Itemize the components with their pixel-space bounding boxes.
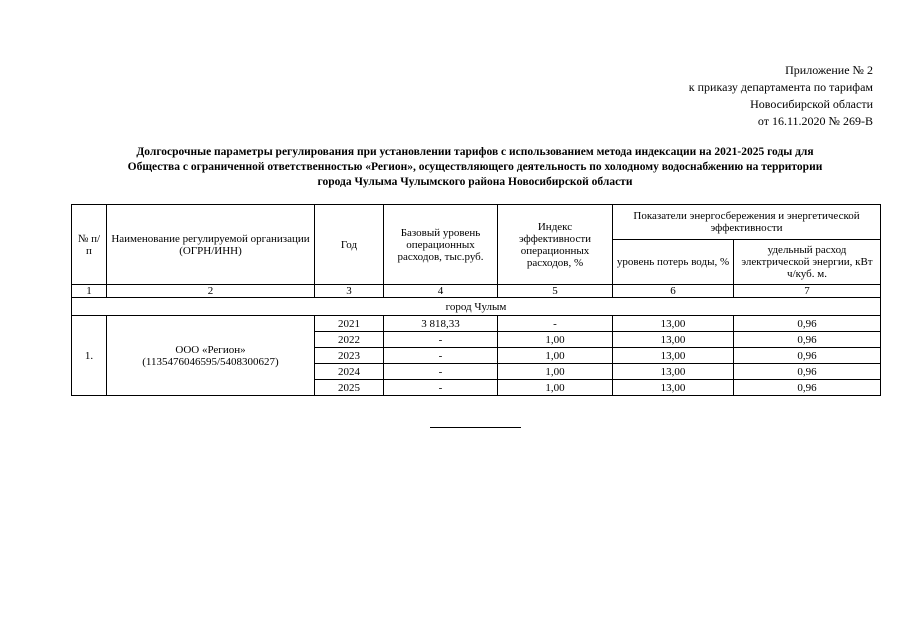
header-year: Год [315, 205, 384, 285]
cell-year: 2024 [315, 364, 384, 380]
col-number-6: 6 [613, 285, 734, 298]
cell-losses: 13,00 [613, 316, 734, 332]
header-base-level: Базовый уровень операционных расходов, тыс.руб. [384, 205, 498, 285]
parameters-table [71, 204, 881, 396]
row-number: 1. [72, 316, 107, 396]
cell-year: 2022 [315, 332, 384, 348]
organization-ids: (1135476046595/5408300627) [142, 355, 279, 368]
cell-index: - [498, 316, 613, 332]
col-number-1: 1 [72, 285, 107, 298]
cell-index: 1,00 [498, 380, 613, 396]
title-line-2: Общества с ограниченной ответственностью «Регион», осуществляющего деятельность по холодному водоснабжению на территории [127, 161, 823, 173]
cell-index: 1,00 [498, 332, 613, 348]
cell-specific: 0,96 [734, 332, 881, 348]
title-line-1: Долгосрочные параметры регулирования при установлении тарифов с использованием метода индексации на 2021-2025 годы для [136, 146, 814, 158]
cell-base: - [384, 332, 498, 348]
appendix-line-4: от 16.11.2020 № 269-В [757, 114, 873, 128]
city-row [72, 298, 881, 316]
col-number-5: 5 [498, 285, 613, 298]
cell-losses: 13,00 [613, 348, 734, 364]
header-energy-group: Показатели энергосбережения и энергетической эффективности [613, 205, 881, 240]
col-number-3: 3 [315, 285, 384, 298]
appendix-line-1: Приложение № 2 [785, 63, 873, 77]
cell-base: - [384, 348, 498, 364]
organization-name: ООО «Регион» [175, 343, 246, 356]
cell-base: - [384, 364, 498, 380]
cell-year: 2025 [315, 380, 384, 396]
separator-line [430, 427, 521, 428]
cell-specific: 0,96 [734, 380, 881, 396]
header-num: № п/п [72, 205, 107, 285]
cell-index: 1,00 [498, 364, 613, 380]
col-number-4: 4 [384, 285, 498, 298]
cell-specific: 0,96 [734, 364, 881, 380]
appendix-line-3: Новосибирской области [750, 97, 873, 111]
header-org: Наименование регулируемой организации (ОГРН/ИНН) [107, 205, 315, 285]
cell-index: 1,00 [498, 348, 613, 364]
appendix-header [689, 62, 873, 130]
col-number-2: 2 [107, 285, 315, 298]
organization-cell [107, 316, 315, 396]
cell-year: 2023 [315, 348, 384, 364]
city-name: город Чулым [72, 298, 881, 316]
cell-base: 3 818,33 [384, 316, 498, 332]
header-water-losses: уровень потерь воды, % [613, 240, 734, 285]
cell-base: - [384, 380, 498, 396]
header-row-1 [72, 205, 881, 240]
column-number-row [72, 285, 881, 298]
cell-specific: 0,96 [734, 316, 881, 332]
cell-losses: 13,00 [613, 380, 734, 396]
header-specific-consumption: удельный расход электрической энергии, кВт ч/куб. м. [734, 240, 881, 285]
header-efficiency-index: Индекс эффективности операционных расходов, % [498, 205, 613, 285]
cell-year: 2021 [315, 316, 384, 332]
table-row [72, 316, 881, 332]
appendix-line-2: к приказу департамента по тарифам [688, 80, 873, 94]
col-number-7: 7 [734, 285, 881, 298]
cell-specific: 0,96 [734, 348, 881, 364]
title-line-3: города Чулыма Чулымского района Новосибирской области [317, 176, 633, 188]
document-title [70, 145, 880, 190]
cell-losses: 13,00 [613, 364, 734, 380]
cell-losses: 13,00 [613, 332, 734, 348]
